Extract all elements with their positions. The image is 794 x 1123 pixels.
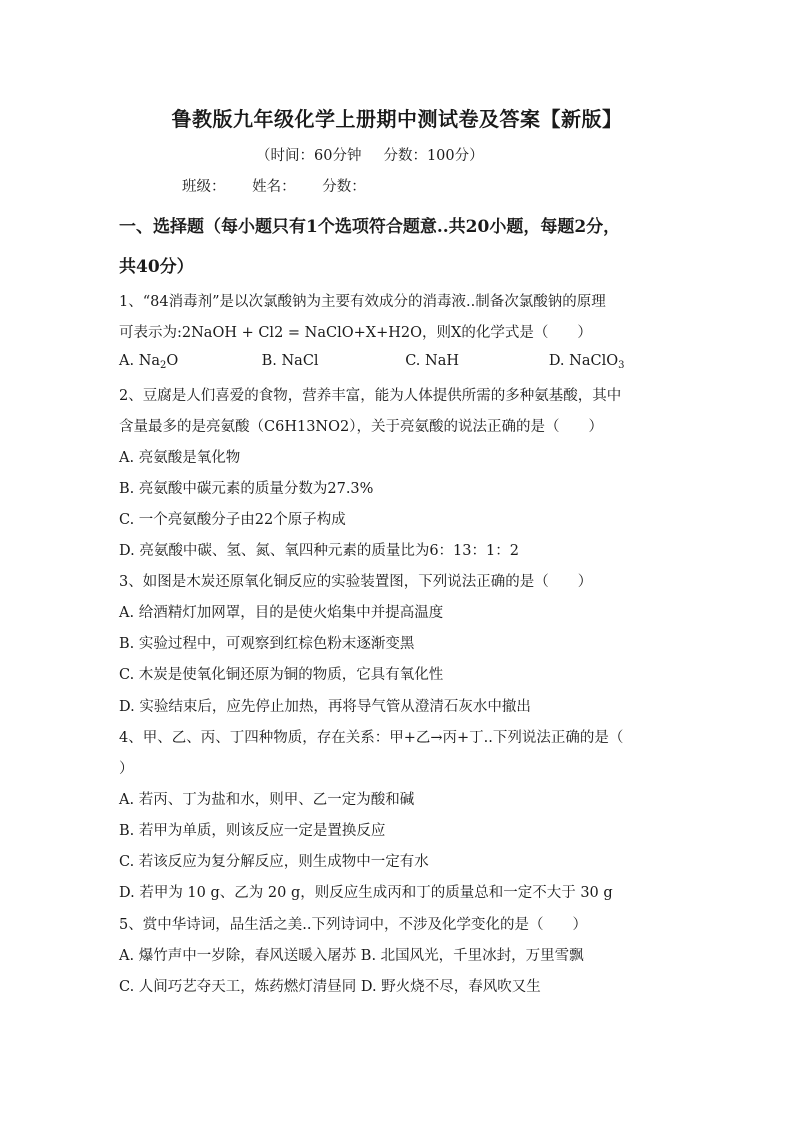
q1-option-a: A. $Na_2O$ bbox=[119, 353, 179, 371]
q3-option-d: D. 实验结束后，应先停止加热，再将导气管从澄清石灰水中撤出 bbox=[119, 699, 531, 715]
exam-title: 鲁教版九年级化学上册期中测试卷及答案【新版】 bbox=[171, 107, 623, 131]
q2-option-d: D. 亮氨酸中碳、氢、氮、氧四种元素的质量比为6：13：1：2 bbox=[119, 543, 519, 559]
q1-options bbox=[119, 353, 624, 371]
q1-stem-line1: 1、“84消毒剂”是以次氯酸钠为主要有效成分的消毒液..制备次氯酸钠的原理 bbox=[119, 294, 606, 310]
q2-option-c: C. 一个亮氨酸分子由22个原子构成 bbox=[119, 512, 346, 528]
time-info: （时间：60分钟 bbox=[256, 148, 362, 164]
q4-stem-line1: 4、甲、乙、丙、丁四种物质，存在关系：甲+乙→丙+丁..下列说法正确的是（ bbox=[119, 730, 624, 746]
exam-time-score bbox=[256, 144, 484, 165]
q3-stem: 3、如图是木炭还原氧化铜反应的实验装置图，下列说法正确的是（ ） bbox=[119, 574, 593, 590]
q1-stem-line2: 可表示为:2NaOH + Cl2 = NaClO+X+H2O，则X的化学式是（ ） bbox=[119, 325, 592, 341]
q4-option-c: C. 若该反应为复分解反应，则生成物中一定有水 bbox=[119, 854, 429, 870]
score-label: 分数： bbox=[322, 179, 366, 195]
q1-option-d: D. NaClO$_3$ bbox=[548, 353, 625, 371]
score-info: 分数：100分） bbox=[383, 148, 484, 164]
q2-option-a: A. 亮氨酸是氧化物 bbox=[119, 450, 241, 466]
q3-option-c: C. 木炭是使氧化铜还原为铜的物质，它具有氧化性 bbox=[119, 667, 444, 683]
q1-option-b: B. NaCl bbox=[261, 353, 319, 369]
q2-stem-line1: 2、豆腐是人们喜爱的食物，营养丰富，能为人体提供所需的多种氨基酸，其中 bbox=[119, 388, 622, 404]
section-heading-line2: 共40分） bbox=[119, 257, 194, 277]
q2-option-b: B. 亮氨酸中碳元素的质量分数为27.3% bbox=[119, 481, 374, 497]
q3-option-a: A. 给酒精灯加网罩，目的是使火焰集中并提高温度 bbox=[119, 605, 444, 621]
q2-stem-line2: 含量最多的是亮氨酸（C6H13NO2），关于亮氨酸的说法正确的是（ ） bbox=[119, 419, 603, 435]
q1-option-c: C. NaH bbox=[405, 353, 459, 369]
q3-option-b: B. 实验过程中，可观察到红棕色粉末逐渐变黑 bbox=[119, 636, 415, 652]
q5-stem: 5、赏中华诗词，品生活之美..下列诗词中，不涉及化学变化的是（ ） bbox=[119, 917, 587, 933]
q4-option-a: A. 若丙、丁为盐和水，则甲、乙一定为酸和碱 bbox=[119, 792, 415, 808]
name-label: 姓名： bbox=[252, 179, 296, 195]
student-info-fields bbox=[182, 175, 388, 196]
q4-option-b: B. 若甲为单质，则该反应一定是置换反应 bbox=[119, 823, 386, 839]
q4-stem-line2: ） bbox=[119, 761, 134, 777]
section-heading-line1: 一、选择题（每小题只有1个选项符合题意..共20小题，每题2分， bbox=[119, 217, 621, 237]
class-label: 班级： bbox=[182, 179, 226, 195]
q5-options-cd: C. 人间巧艺夺天工，炼药燃灯清昼同 D. 野火烧不尽，春风吹又生 bbox=[119, 979, 541, 995]
q5-options-ab: A. 爆竹声中一岁除，春风送暖入屠苏 B. 北国风光，千里冰封，万里雪飘 bbox=[119, 948, 584, 964]
q4-option-d: D. 若甲为 10 g、乙为 20 g，则反应生成丙和丁的质量总和一定不大于 30 g bbox=[119, 885, 613, 901]
